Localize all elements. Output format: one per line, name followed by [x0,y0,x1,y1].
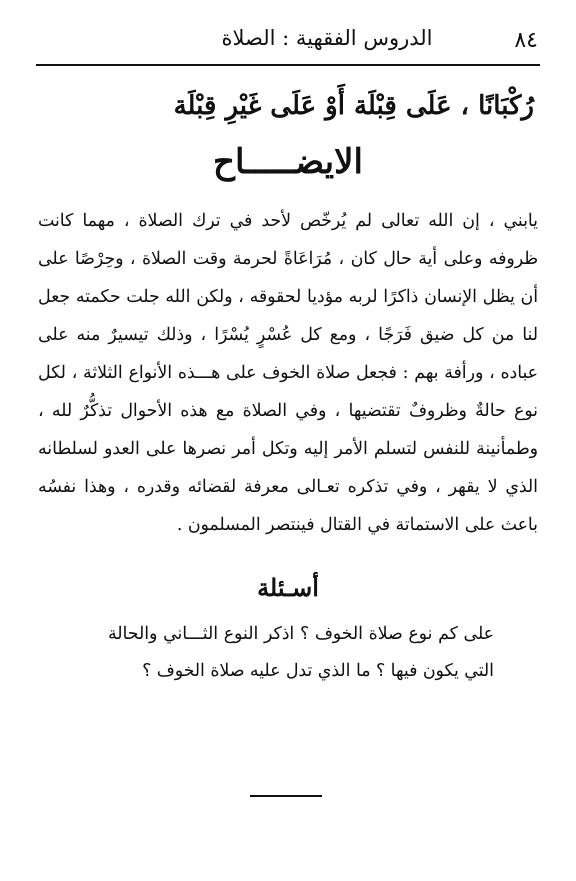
running-header [36,22,538,58]
questions-heading: أسـئلة [257,573,319,602]
questions-text: على كم نوع صلاة الخوف ؟ اذكر النوع الثـــاني والحالة التي يكون فيها ؟ ما الذي تدل عليه صلاة الخوف ؟ [108,624,494,681]
explanation-paragraph: يابني ، إن الله تعالى لم يُرخّص لأحد في ترك الصلاة ، مهما كانت ظروفه وعلى أية حال كان ، مُرَاعَاةً لحرمة وقت الصلاة ، وحِرْصًا على أن يظل الإنسان ذاكرًا لربه مؤديا لحقوقه ، ولكن الله جلت حكمته جعل لنا من كل ضيق فَرَجًا ، ومع كل عُسْرٍ يُسْرًا ، وذلك تيسيرٌ منه على عباده ، ورأفة بهم : فجعل صلاة الخوف على هـــذه الأنواع الثلاثة ، لكل نوع حالةٌ وظروفٌ تقتضيها ، وفي الصلاة مع هذه الأحوال تذكُّرٌ لله ، وطمأنينة للنفس لتسلم الأمر إليه وتكل أمر نصرها على العدو لسلطانه الذي لا يقهر ، وفي تذكره تعـالى معرفة لقضائه وقدره ، وهذا نفسُه باعث على الاستماتة في القتال فينتصر المسلمون . [38,211,538,535]
end-divider [250,795,322,797]
verse-line: رُكْبَانًا ، عَلَى قِبْلَة أَوْ عَلَى غَيْرِ قِبْلَة [173,91,534,121]
section-heading-explanation: الايضـــــاح [213,142,363,182]
header-divider [36,64,540,66]
page-body [38,72,538,690]
running-title: الدروس الفقهية : الصلاة [221,26,433,50]
page-number: ٨٤ [514,28,538,53]
